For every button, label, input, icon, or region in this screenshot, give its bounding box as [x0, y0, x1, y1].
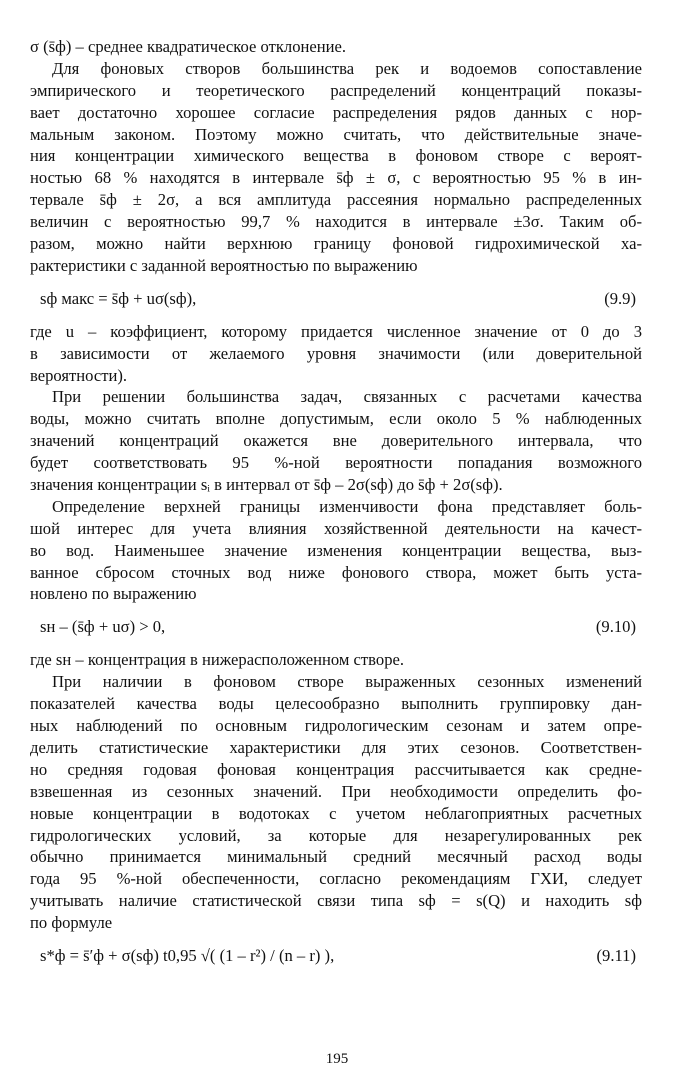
page-number: 195	[325, 1051, 349, 1067]
text-line: новлено по выражению	[30, 584, 197, 604]
book-page	[30, 36, 642, 978]
text-line: в зависимости от желаемого уровня значимости (или доверительной	[30, 343, 642, 363]
text-line: значений концентраций окажется вне доверительного интервала, что	[30, 431, 642, 451]
text-line: разом, можно найти верхнюю границу фоновой гидрохимической ха-	[30, 234, 642, 254]
text-line: шой интерес для учета влияния хозяйственной деятельности на качест-	[30, 518, 642, 538]
text-line: эмпирического и теоретического распределений концентраций показы-	[30, 80, 642, 100]
text-line: делить статистические характеристики для этих сезонов. Соответствен-	[30, 737, 642, 757]
formula-9-10	[30, 605, 642, 649]
text-line: ния концентрации химического вещества в фоновом створе с вероят-	[30, 146, 642, 166]
equation-number: (9.9)	[604, 288, 636, 308]
text-line: значения концентрации sᵢ в интервал от s̄ф – 2σ(sф) до s̄ф + 2σ(sф).	[30, 475, 503, 495]
text-line: величин с вероятностью 99,7 % находится в интервале ±3σ. Таким об-	[30, 212, 642, 232]
text-line: При наличии в фоновом створе выраженных сезонных изменений	[52, 672, 642, 692]
text-line: где u – коэффициент, которому придается численное значение от 0 до 3	[30, 321, 642, 341]
text-line: ностью 68 % находятся в интервале s̄ф ± σ, с вероятностью 95 % в ин-	[30, 168, 642, 188]
text-line: во вод. Наименьшее значение изменения концентрации вещества, выз-	[30, 540, 642, 560]
equation-number: (9.11)	[596, 945, 636, 965]
text-line: обычно принимается минимальный средний месячный расход воды	[30, 847, 642, 867]
text-line: взвешенная из сезонных значений. При необходимости определить фо-	[30, 781, 642, 801]
text-line: гидрологических условий, за которые для незарегулированных рек	[30, 825, 642, 845]
text-line: где sн – концентрация в нижерасположенном створе.	[30, 650, 404, 670]
text-line: Определение верхней границы изменчивости фона представляет боль-	[52, 496, 642, 516]
text-line: σ (s̄ф) – среднее квадратическое отклонение.	[30, 37, 347, 56]
text-line: вероятности).	[30, 365, 128, 385]
text-line: но средняя годовая фоновая концентрация рассчитывается как средне-	[30, 759, 642, 779]
text-line: ванное сбросом сточных вод ниже фонового створа, может быть уста-	[30, 562, 642, 582]
text-line: года 95 %-ной обеспеченности, согласно рекомендациям ГХИ, следует	[30, 869, 642, 889]
formula-9-9	[30, 277, 642, 321]
formula-expression: sн – (s̄ф + uσ) > 0,	[40, 617, 166, 637]
formula-expression: sф макс = s̄ф + uσ(sф),	[40, 288, 197, 308]
text-line: по формуле	[30, 913, 113, 933]
text-line: воды, можно считать вполне допустимым, если около 5 % наблюденных	[30, 409, 642, 429]
text-line: показателей качества воды целесообразно выполнить группировку дан-	[30, 694, 642, 714]
text-line: новые концентрации в водотоках с учетом неблагоприятных расчетных	[30, 803, 642, 823]
text-line: При решении большинства задач, связанных с расчетами качества	[52, 387, 642, 407]
text-line: будет соответствовать 95 %-ной вероятности попадания возможного	[30, 453, 642, 473]
text-line: ных наблюдений по основным гидрологическим сезонам и затем опре-	[30, 716, 642, 736]
text-line: мальным законом. Поэтому можно считать, что действительные значе-	[30, 124, 642, 144]
formula-expression: s*ф = s̄′ф + σ(sф) t0,95 √( (1 – r²) / (n – r) ),	[40, 945, 335, 965]
text-line: тервале s̄ф ± 2σ, а вся амплитуда рассеяния нормально распределенных	[30, 190, 642, 210]
text-line: учитывать наличие статистической связи типа sф = s(Q) и находить sф	[30, 891, 642, 911]
formula-9-11	[30, 934, 642, 978]
text-line: Для фоновых створов большинства рек и водоемов сопоставление	[52, 58, 642, 78]
text-line: вает достаточно хорошее согласие распределения рядов данных с нор-	[30, 102, 642, 122]
text-line: рактеристики с заданной вероятностью по выражению	[30, 255, 418, 275]
equation-number: (9.10)	[595, 617, 636, 637]
